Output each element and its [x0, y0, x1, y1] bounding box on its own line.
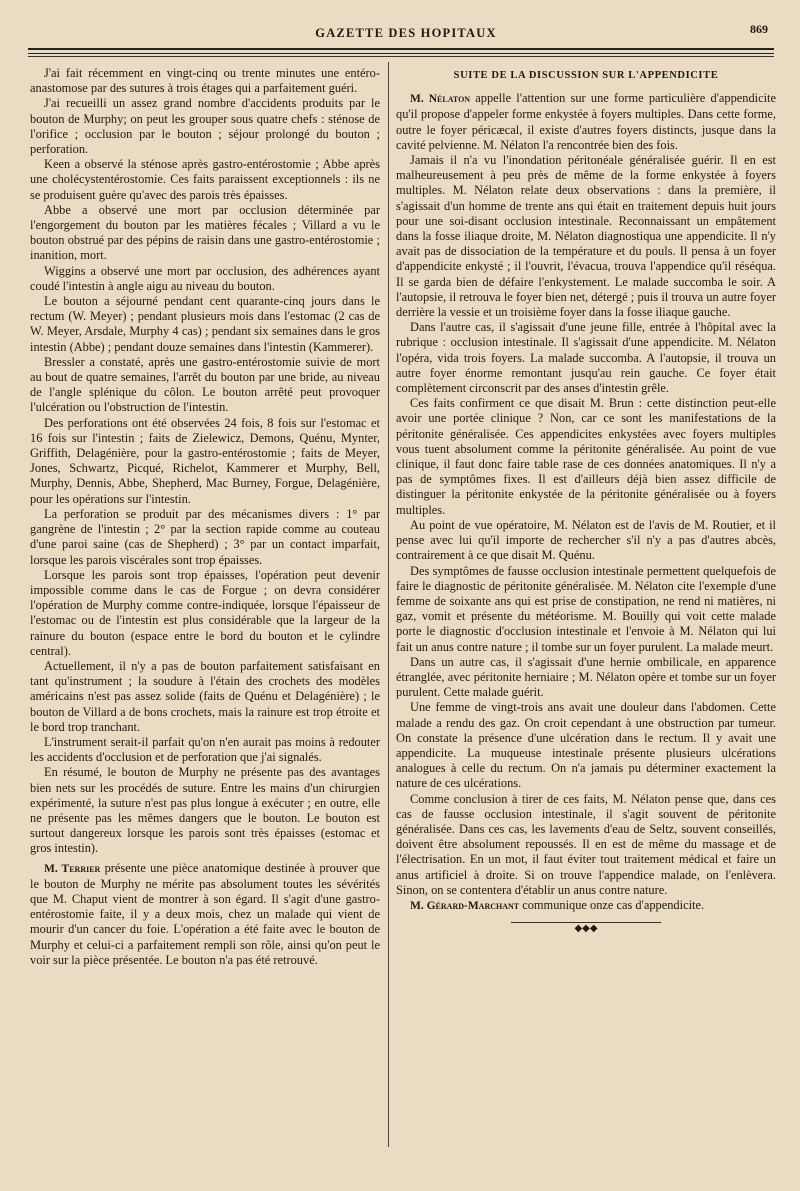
header-double-rule	[28, 48, 774, 54]
paragraph: Dans l'autre cas, il s'agissait d'une jeune fille, entrée à l'hôpital avec la rubrique : occlusion intestinale. Il s'agissait d'une appendicite. M. Nélaton l'opéra, vida trois foyers. La malade succomba. A l'autopsie, il trouva un autre foyer énorme remontant jusqu'au rein gauche. Ce foyer était complètement circonscrit par des anses d'intestin grêle.	[396, 320, 776, 396]
paragraph: Lorsque les parois sont trop épaisses, l'opération peut devenir impossible comme dans le cas de Forgue ; on devra considérer l'opération de Murphy comme contre-indiquée, lorsque l'épaisseur de l'estomac ou de l'intestin est plus considérable que la largeur de la rainure du bouton (espace entre le bord du bouton et le cylindre central).	[30, 567, 380, 658]
paragraph: Keen a observé la sténose après gastro-entérostomie ; Abbe après une cholécystentérostomie. Ces faits paraissent exceptionnels : ils ne se produisent guère qu'avec des parois très épaisses.	[30, 157, 380, 202]
section-title: SUITE DE LA DISCUSSION SUR L'APPENDICITE	[453, 70, 719, 81]
paragraph: L'instrument serait-il parfait qu'on n'en aurait pas moins à redouter les accidents d'occlusion et de perforation que j'ai signalés.	[30, 734, 380, 765]
paragraph: La perforation se produit par des mécanismes divers : 1° par gangrène de l'intestin ; 2° par la section rapide comme au couteau d'une paroi saine (cas de Shepherd) ; 3° par un contact imparfait, lorsque les parois viscérales sont trop épaisses.	[30, 506, 380, 567]
page-number: 869	[750, 22, 768, 36]
paragraph: Jamais il n'a vu l'inondation péritonéale généralisée guérir. Il en est malheureusement à peu près de même de la forme enkystée à foyers multiples. M. Nélaton relate deux observations : dans la première, il s'agissait d'un homme de trente ans qui était en traitement depuis huit jours pour une soi-disant occlusion intestinale. Reconnaissant un empâtement dans la fosse iliaque droite, M. Nélaton diagnostiqua une appendicite. Il n'y avait pas de dissociation de la température et du pouls. Il pensa à un foyer d'appendicite enkysté ; il l'ouvrit, l'évacua, trouva l'appendice qu'il réséqua. Il se garda bien de défaire l'enkystement. Le malade succomba le soir. A l'autopsie, il retrouva le foyer bien net, détergé ; puis il trouva un autre foyer derrière la vessie et un troisième foyer dans la fosse iliaque gauche.	[396, 153, 776, 320]
speaker-name-gerard: M. Gérard-Marchant	[410, 899, 520, 912]
paragraph: J'ai recueilli un assez grand nombre d'accidents produits par le bouton de Murphy; on peut les grouper sous quatre chefs : sténose de l'orifice ; occlusion par le bouton ; séjour prolongé du bouton ; perforation.	[30, 96, 380, 157]
paragraph: Des symptômes de fausse occlusion intestinale permettent quelquefois de faire le diagnostic de péritonite généralisée. M. Nélaton cite l'exemple d'une femme de soixante ans qui est prise de constipation, ne rend ni matières, ni gaz, vomit et présente du météorisme. M. Bouilly qui voit cette malade porte le diagnostic d'occlusion intestinale et l'envoie à M. Nélaton qui lui fait un anus contre nature ; il tombe sur un foyer purulent. La malade meurt.	[396, 563, 776, 654]
column-divider	[388, 62, 389, 1147]
paragraph: Comme conclusion à tirer de ces faits, M. Nélaton pense que, dans ces cas de fausse occlusion intestinale, il s'agit souvent de péritonite généralisée. Dans ces cas, les lavements d'eau de Seltz, souvent conseillés, doivent être absolument repoussés. Il en est de même du massage et de l'électrisation. En un mot, il faut éviter tout traitement médical et faire un anus artificiel à droite. Si on trouve l'appendice malade, on l'enlèvera. Sinon, on se contentera d'établir un anus contre nature.	[396, 791, 776, 897]
nelaton-paragraph	[396, 91, 776, 153]
header-rule	[28, 56, 774, 57]
gerard-paragraph	[396, 898, 776, 914]
page-header	[30, 22, 782, 46]
paragraph: Abbe a observé une mort par occlusion déterminée par l'engorgement du bouton par les matières fécales ; Villard a vu le bouton obstrué par des pépins de raisin dans une gastro-entérostomie ; inanition, mort.	[30, 202, 380, 263]
gerard-text: communique onze cas d'appendicite.	[519, 897, 705, 912]
nelaton-text: appelle l'attention sur une forme particulière d'appendicite qu'il propose d'appeler forme enkystée à foyers multiples. Dans cette forme, outre le foyer péricæcal, il existe d'autres foyers distincts, jusque dans la cavité pelvienne. M. Nélaton l'a rencontrée bien des fois.	[396, 91, 776, 152]
paragraph: Le bouton a séjourné pendant cent quarante-cinq jours dans le rectum (W. Meyer) ; pendant plusieurs mois dans l'estomac (2 cas de W. Meyer, Arsdale, Murphy 4 cas) ; pendant six semaines dans le gros intestin (Abbe) ; pendant douze semaines dans l'intestin (Kammerer).	[30, 294, 380, 354]
paragraph: Des perforations ont été observées 24 fois, 8 fois sur l'estomac et 16 fois sur l'intestin ; faits de Zielewicz, Demons, Quénu, Mynter, Griffith, Delagénière, pour la gastro-entérostomie ; faits de Meyer, Jones, Schwartz, Picqué, Richelot, Kammerer et Murphy, Bell, Murphy, Dennis, Abbe, Shepherd, Mac Burney, Forgue, Delagénière, pour les opérations sur l'intestin.	[30, 415, 380, 506]
paragraph: Dans un autre cas, il s'agissait d'une hernie ombilicale, en apparence étranglée, avec péritonite herniaire ; M. Nélaton opère et tombe sur un foyer purulent. Cette malade guérit.	[396, 654, 776, 700]
paragraph: En résumé, le bouton de Murphy ne présente pas des avantages bien nets sur les procédés de suture. Entre les mains d'un chirurgien expérimenté, la suture n'est pas plus longue à exécuter ; en outre, elle ne présente pas les mêmes dangers que le bouton. Le bouton est surtout dangereux lorsque les parois sont très épaisses (estomac et gros intestin).	[30, 765, 380, 856]
end-ornament: ◆◆◆	[511, 922, 661, 933]
paragraph: Bressler a constaté, après une gastro-entérostomie suivie de mort au bout de quatre semaines, l'arrêt du bouton par une bride, au niveau de l'angle splénique du côlon. Le bouton arrêté peut provoquer l'ulcération ou l'obstruction de l'intestin.	[30, 354, 380, 415]
speaker-name-nelaton: M. Nélaton	[410, 93, 471, 106]
journal-title: GAZETTE DES HOPITAUX	[315, 26, 497, 40]
paragraph: Wiggins a observé une mort par occlusion, des adhérences ayant coudé l'intestin à angle aigu au niveau du bouton.	[30, 263, 380, 293]
paragraph: Ces faits confirment ce que disait M. Brun : cette distinction peut-elle avoir une portée clinique ? Non, car ce sont les manifestations de la péritonite généralisée. Ces appendicites enkystées avec foyers multiples vous tuent absolument comme la péritonite généralisée. Au point de vue clinique, il faut donc faire table rase de ces données anatomiques. Il n'y a pas de symptômes fixes. Il est d'ailleurs déjà bien assez difficile de distinguer la péritonite enkystée de la péritonite généralisée ou à foyers multiples.	[396, 396, 776, 517]
paragraph: Au point de vue opératoire, M. Nélaton est de l'avis de M. Routier, et il pense avec lui qu'il importe de rechercher s'il n'y a pas d'autres abcès, contrairement à ce que disait M. Quénu.	[396, 517, 776, 563]
paragraph: Actuellement, il n'y a pas de bouton parfaitement satisfaisant en tant qu'instrument ; la soudure à l'étain des crochets des modèles américains n'est pas assez solide (faits de Quénu et Delagénière) ; le bouton de Villard a de bons crochets, mais la rainure est trop étroite et le bord trop tranchant.	[30, 658, 380, 734]
right-column	[396, 66, 776, 933]
terrier-text: présente une pièce anatomique destinée à prouver que le bouton de Murphy ne mérite pas absolument toutes les sévérités que M. Chaput vient de montrer à son égard. Il s'agit d'une gastro-entérostomie faite, il y a deux mois, chez un malade qui vient de mourir d'un cancer du foie. L'opération a été faite avec le bouton de Murphy et celui-ci a parfaitement rempli son rôle, ainsi qu'on peut le voir sur la pièce présentée. Le bouton n'a pas été retrouvé.	[30, 860, 380, 967]
speaker-name-terrier: M. Terrier	[44, 862, 101, 875]
left-column	[30, 66, 380, 968]
terrier-paragraph	[30, 861, 380, 968]
paragraph: Une femme de vingt-trois ans avait une douleur dans l'abdomen. Cette malade a rendu des gaz. On croit cependant à une obstruction par tumeur. On constate la présence d'une ulcération dans le rectum. Il y avait une appendicite. La muqueuse intestinale présente plusieurs ulcérations analogues à celle du rectum. On n'a jamais pu déterminer exactement la nature de ces ulcérations.	[396, 700, 776, 791]
paragraph: J'ai fait récemment en vingt-cinq ou trente minutes une entéro-anastomose par des sutures à trois étages qui a parfaitement guéri.	[30, 66, 380, 96]
